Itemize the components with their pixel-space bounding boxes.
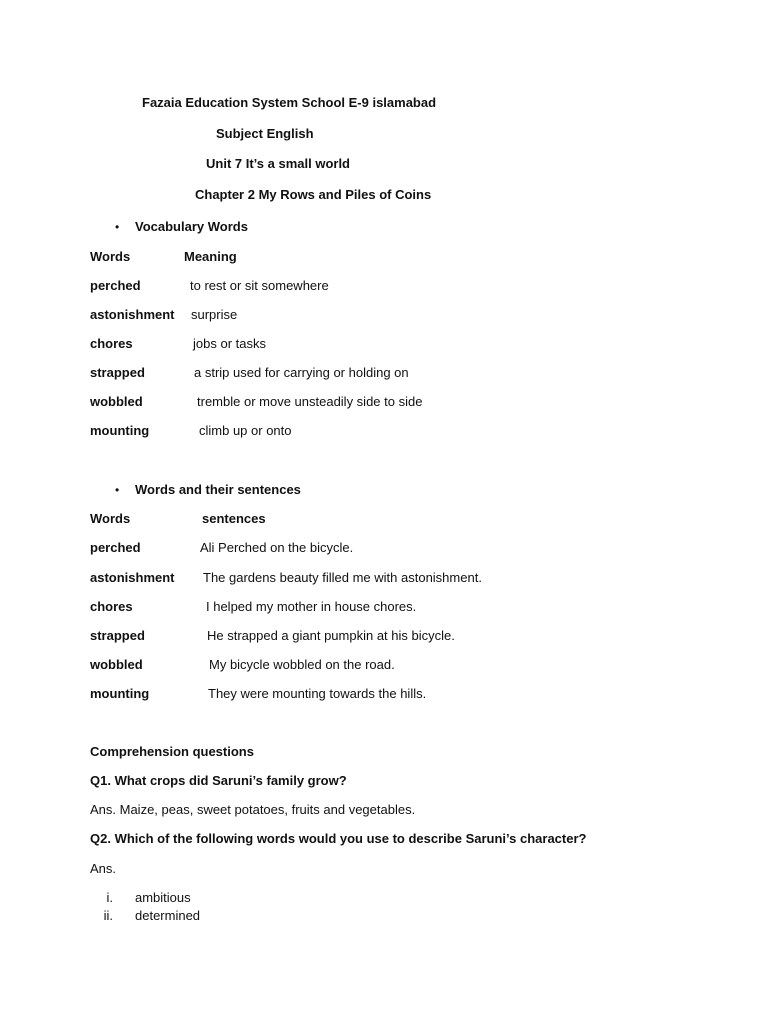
vocab-word: astonishment (90, 307, 175, 322)
sentence-word: wobbled (90, 657, 143, 672)
vocab-meaning: a strip used for carrying or holding on (194, 365, 409, 380)
vocab-meaning: tremble or move unsteadily side to side (197, 394, 423, 409)
question-1: Q1. What crops did Saruni’s family grow? (90, 773, 347, 788)
school-name: Fazaia Education System School E-9 islamabad (142, 95, 437, 110)
vocab-word: wobbled (90, 394, 143, 409)
vocabulary-heading: Vocabulary Words (135, 219, 248, 234)
sentences-col-words: Words (90, 511, 131, 526)
sentence-text: He strapped a giant pumpkin at his bicycle. (207, 628, 455, 643)
sentence-word: strapped (90, 628, 145, 643)
unit-title: Unit 7 It’s a small world (206, 156, 350, 171)
vocab-word: strapped (90, 365, 145, 380)
sentence-text: I helped my mother in house chores. (206, 599, 417, 614)
sentence-word: chores (90, 599, 133, 614)
sentence-word: perched (90, 540, 141, 555)
sentence-text: Ali Perched on the bicycle. (200, 540, 354, 555)
list-number: i. (106, 890, 113, 905)
vocab-col-words: Words (90, 249, 131, 264)
vocab-meaning: jobs or tasks (193, 336, 266, 351)
answer-2: Ans. (90, 861, 117, 876)
sentence-text: The gardens beauty filled me with astonishment. (203, 570, 482, 585)
answer-1: Ans. Maize, peas, sweet potatoes, fruits and vegetables. (90, 802, 416, 817)
vocab-col-meaning: Meaning (184, 249, 237, 264)
sentence-word: mounting (90, 686, 150, 701)
vocab-meaning: climb up or onto (199, 423, 292, 438)
sentences-col-sentences: sentences (202, 511, 266, 526)
vocab-word: perched (90, 278, 141, 293)
vocab-meaning: to rest or sit somewhere (190, 278, 329, 293)
list-item: ambitious (135, 890, 191, 905)
list-item: determined (135, 908, 201, 923)
chapter-title: Chapter 2 My Rows and Piles of Coins (195, 187, 432, 202)
sentence-word: astonishment (90, 570, 175, 585)
sentence-text: They were mounting towards the hills. (208, 686, 427, 701)
list-number: ii. (103, 908, 113, 923)
sentences-heading: Words and their sentences (135, 482, 301, 497)
vocab-word: chores (90, 336, 133, 351)
bullet-icon: • (115, 220, 120, 234)
bullet-icon: • (115, 483, 120, 497)
comprehension-heading: Comprehension questions (90, 744, 254, 759)
subject-line: Subject English (216, 126, 314, 141)
sentence-text: My bicycle wobbled on the road. (209, 657, 395, 672)
vocab-meaning: surprise (191, 307, 238, 322)
vocab-word: mounting (90, 423, 150, 438)
question-2: Q2. Which of the following words would you use to describe Saruni’s character? (90, 831, 587, 846)
